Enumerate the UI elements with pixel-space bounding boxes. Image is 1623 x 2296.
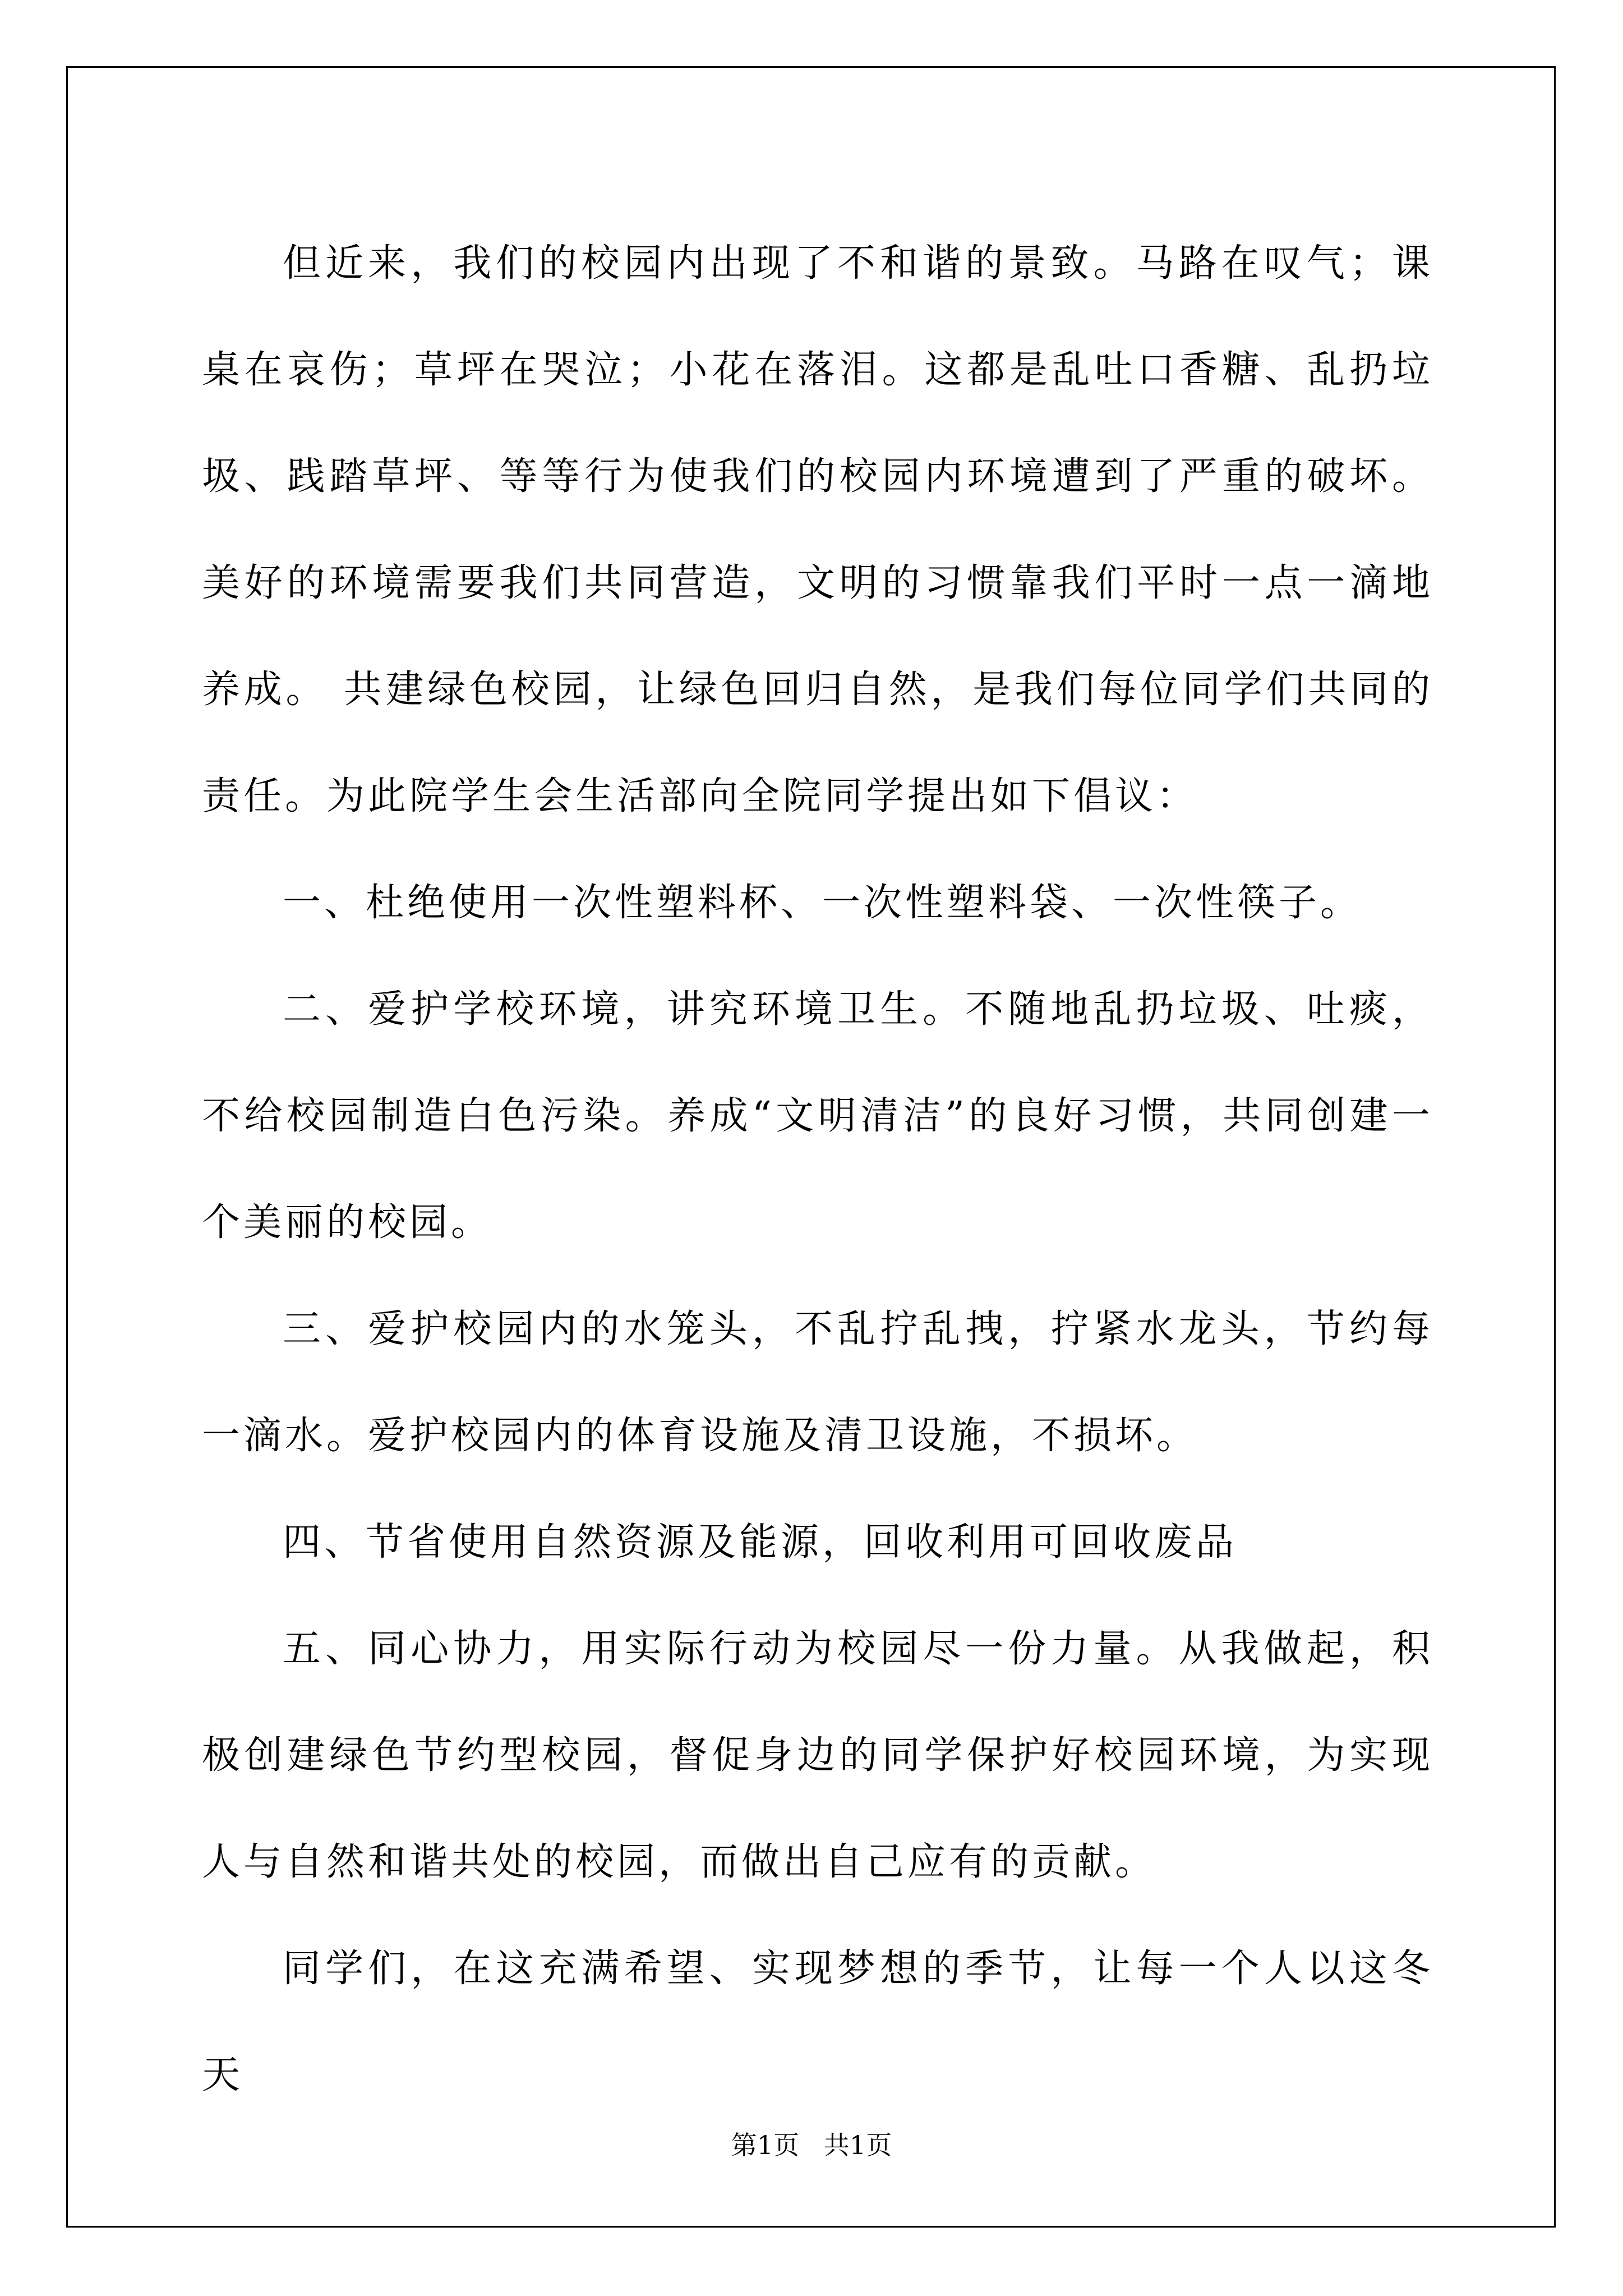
- document-body: [202, 210, 1433, 2129]
- paragraph-closing: 同学们，在这充满希望、实现梦想的季节，让每一个人以这冬天: [202, 1947, 1433, 2097]
- paragraph-item-5: 五、同心协力，用实际行动为校园尽一份力量。从我做起，积极创建绿色节约型校园，督促身边的同学保护好校园环境，为实现人与自然和谐共处的校园，而做出自己应有的贡献。: [202, 1627, 1433, 1884]
- page-footer: 第1页 共1页: [731, 2130, 892, 2160]
- paragraph-item-3: 三、爱护校园内的水笼头，不乱拧乱拽，拧紧水龙头，节约每一滴水。爱护校园内的体育设施及清卫设施，不损坏。: [202, 1307, 1433, 1458]
- paragraph-intro: 但近来，我们的校园内出现了不和谐的景致。马路在叹气；课桌在哀伤；草坪在哭泣；小花在落泪。这都是乱吐口香糖、乱扔垃圾、践踏草坪、等等行为使我们的校园内环境遭到了严重的破坏。美好的环境需要我们共同营造，文明的习惯靠我们平时一点一滴地养成。 共建绿色校园，让绿色回归自然，是我们每位同学们共同的责任。为此院学生会生活部向全院同学提出如下倡议：: [202, 241, 1433, 818]
- paragraph-item-1: 一、杜绝使用一次性塑料杯、一次性塑料袋、一次性筷子。: [283, 881, 1362, 925]
- paragraph-item-2: 二、爱护学校环境，讲究环境卫生。不随地乱扔垃圾、吐痰，不给校园制造白色污染。养成“文明清洁”的良好习惯，共同创建一个美丽的校园。: [202, 987, 1433, 1245]
- paragraph-item-4: 四、节省使用自然资源及能源，回收利用可回收废品: [283, 1520, 1238, 1565]
